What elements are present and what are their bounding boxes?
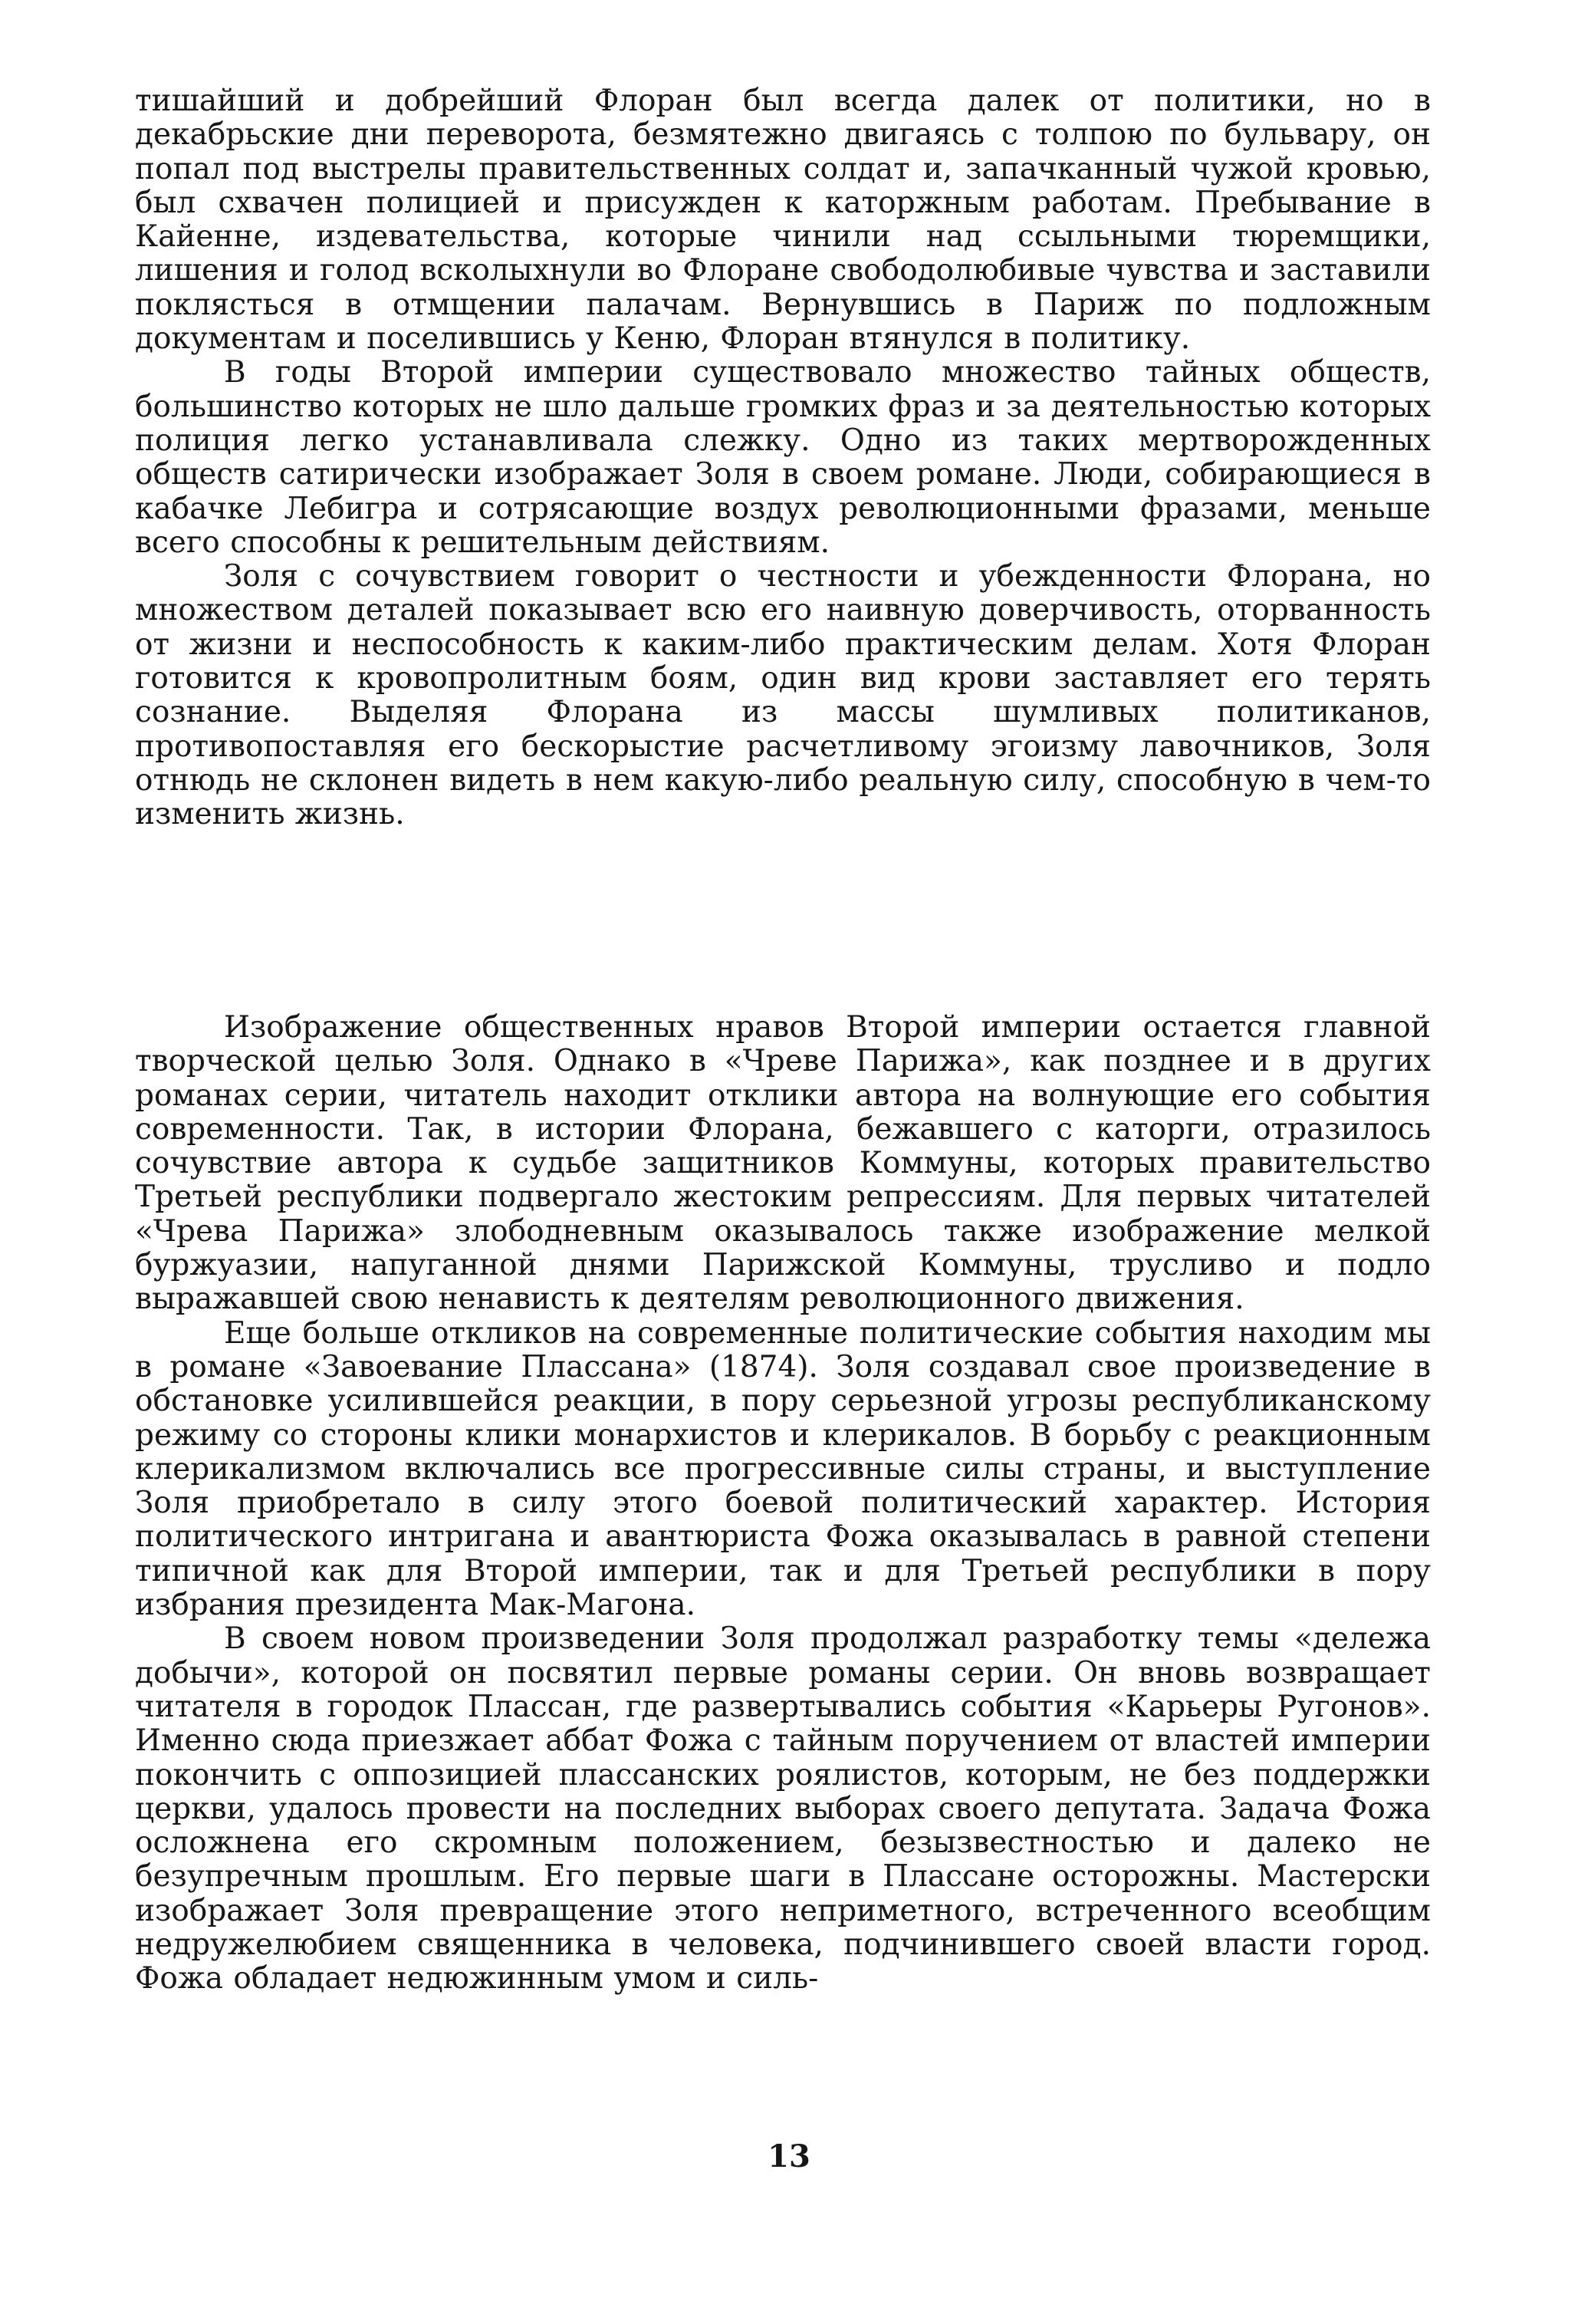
paragraph-florent-portrait: Золя с сочувствием говорит о честности и убежденности Флорана, но множеством деталей показывает всю его наивную доверчивость, оторванность от жизни и неспособность к каким-либо практическим делам. Хотя Флоран готовится к кровопролитным боям, один вид крови заставляет его терять сознание. Выделяя Флорана из массы шумливых политиканов, противопоставляя его бескорыстие расчетливому эгоизму лавочников, Золя отнюдь не склонен видеть в нем какую-либо реальную силу, способную в чем-то изменить жизнь. [135, 559, 1431, 832]
paragraph-secret-societies: В годы Второй империи существовало множество тайных обществ, большинство которых не шло дальше громких фраз и за деятельностью которых полиция легко устанавливала слежку. Одно из таких мертворожденных обществ сатирически изображает Золя в своем романе. Люди, собирающиеся в кабачке Лебигра и сотрясающие воздух революционными фразами, меньше всего способны к решительным действиям. [135, 355, 1431, 560]
paragraph-conquest-of-plassans: Еще больше откликов на современные политические события находим мы в романе «Завоевание Плассана» (1874). Золя создавал свое произведение в обстановке усилившейся реакции, в пору серьезной угрозы республиканскому режиму со стороны клики монархистов и клерикалов. В борьбу с реакционным клерикализмом включались все прогрессивные силы страны, и выступление Золя приобретало в силу этого боевой политический характер. История политического интригана и авантюриста Фожа оказывалась в равной степени типичной как для Второй империи, так и для Третьей республики в пору избрания президента Мак-Магона. [135, 1315, 1431, 1623]
text-section-continuation [135, 84, 1431, 832]
text-section-new [135, 1011, 1431, 1996]
paragraph-abbe-faujas: В своем новом произведении Золя продолжал разработку темы «дележа добычи», которой он посвятил первые романы серии. Он вновь возвращает читателя в городок Плассан, где развертывались события «Карьеры Ругонов». Именно сюда приезжает аббат Фожа с тайным поручением от властей империи покончить с оппозицией плассанских роялистов, которым, не без поддержки церкви, удалось провести на последних выборах своего депутата. Задача Фожа осложнена его скромным положением, безызвестностью и далеко не безупречным прошлым. Его первые шаги в Плассане осторожны. Мастерски изображает Золя превращение этого неприметного, встреченного всеобщим недружелюбием священника в человека, подчинившего своей власти город. Фожа обладает недюжинным умом и силь- [135, 1621, 1431, 1996]
page-number: 13 [768, 2138, 810, 2174]
paragraph-social-mores: Изображение общественных нравов Второй империи остается главной творческой целью Золя. Однако в «Чреве Парижа», как позднее и в других романах серии, читатель находит отклики автора на волнующие его события современности. Так, в истории Флорана, бежавшего с каторги, отразилось сочувствие автора к судьбе защитников Коммуны, которых правительство Третьей республики подвергало жестоким репрессиям. Для первых читателей «Чрева Парижа» злободневным оказывалось также изображение мелкой буржуазии, напуганной днями Парижской Коммуны, трусливо и подло выражавшей свою ненависть к деятелям революционного движения. [135, 1010, 1431, 1317]
paragraph-florent-background: тишайший и добрейший Флоран был всегда далек от политики, но в декабрьские дни переворота, безмятежно двигаясь с толпою по бульвару, он попал под выстрелы правительственных солдат и, запачканный чужой кровью, был схвачен полицией и присужден к каторжным работам. Пребывание в Кайенне, издевательства, которые чинили над ссыльными тюремщики, лишения и голод всколыхнули во Флоране свободолюбивые чувства и заставили поклясться в отмщении палачам. Вернувшись в Париж по подложным документам и поселившись у Кеню, Флоран втянулся в политику. [135, 84, 1431, 357]
